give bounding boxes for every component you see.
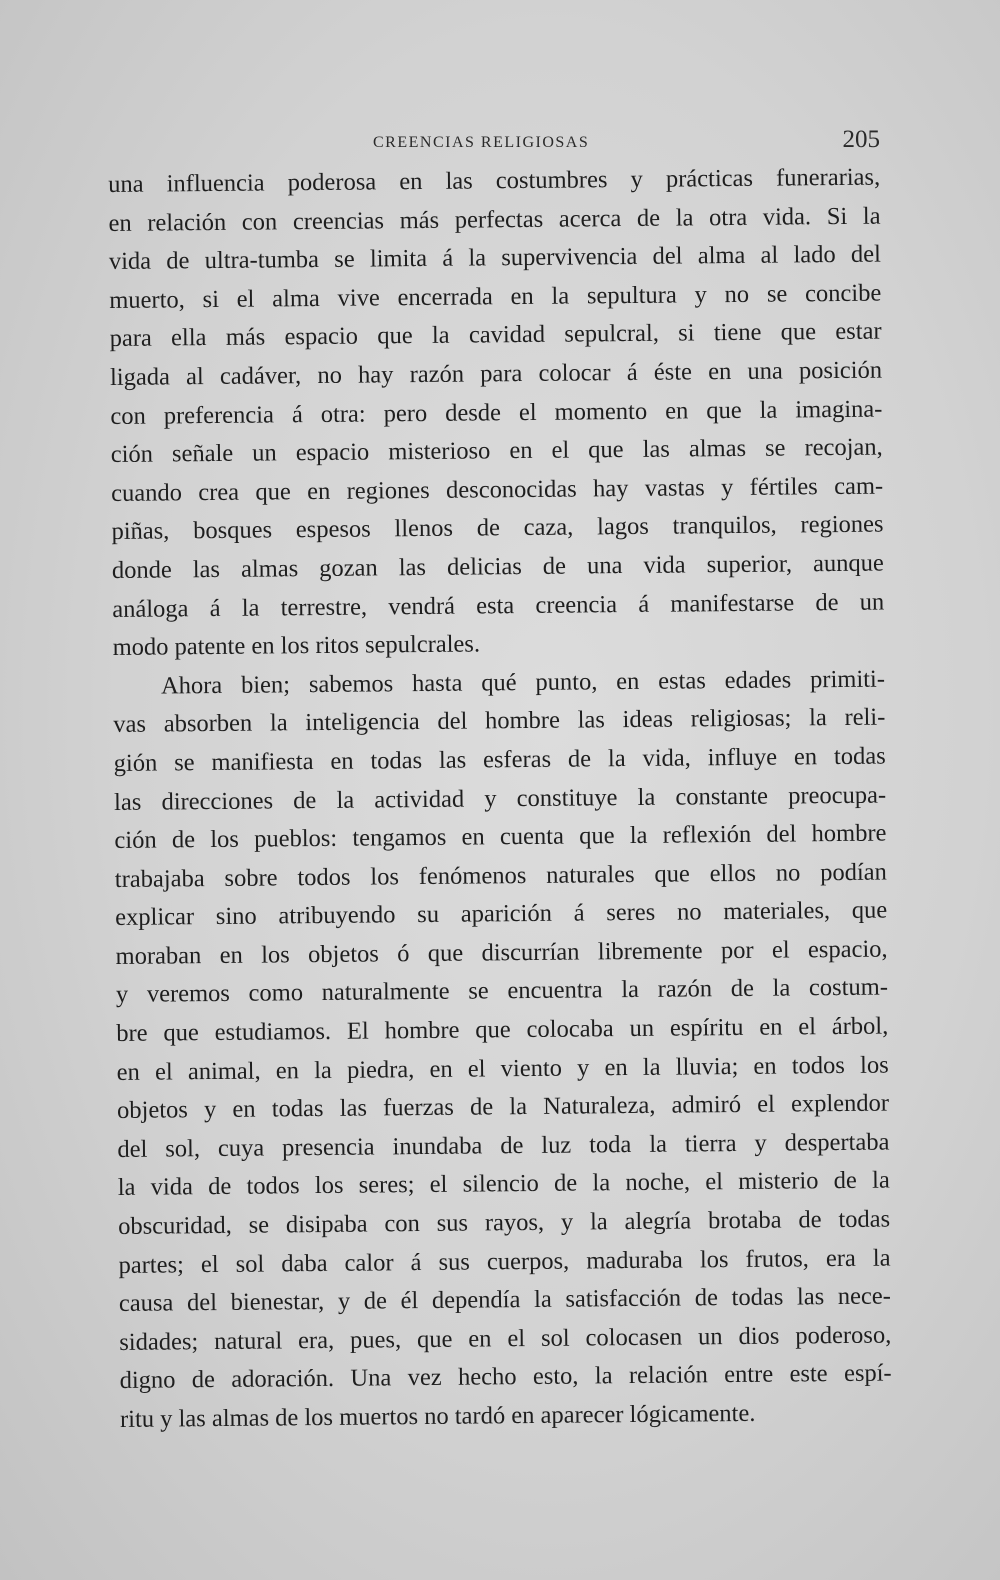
text-line: la vida de todos los seres; el silencio de la noche, el misterio de la	[117, 1166, 890, 1202]
text-line: con preferencia á otra: pero desde el momento en que la imagina-	[110, 395, 883, 430]
paragraph	[113, 660, 892, 1439]
text-line: para ella más espacio que la cavidad sepulcral, si tiene que estar	[109, 317, 882, 353]
text-line: gión se manifiesta en todas las esferas de la vida, influye en todas	[113, 742, 886, 777]
running-header	[110, 128, 880, 158]
text-line: una influencia poderosa en las costumbres y prácticas funerarias,	[108, 163, 881, 198]
text-line: causa del bienestar, y de él dependía la satisfacción de todas las nece-	[118, 1282, 892, 1318]
text-line: explicar sino atribuyendo su aparición á seres no materiales, que	[115, 896, 888, 932]
text-line: ligada al cadáver, no hay razón para colocar á éste en una posición	[109, 356, 883, 391]
text-line: piñas, bosques espesos llenos de caza, lagos tranquilos, regiones	[111, 510, 884, 546]
text-line: análoga á la terrestre, vendrá esta creencia á manifestarse de un	[112, 588, 885, 623]
text-line: obscuridad, se disipaba con sus rayos, y la alegría brotaba de todas	[118, 1205, 891, 1240]
text-line: modo patente en los ritos sepulcrales.	[112, 630, 481, 662]
text-line: y veremos como naturalmente se encuentra la razón de la costum-	[115, 974, 889, 1009]
text-line: ción señale un espacio misterioso en el que las almas se recojan,	[110, 433, 883, 469]
text-line: cuando crea que en regiones desconocidas hay vastas y fértiles cam-	[111, 472, 884, 507]
text-line: vida de ultra-tumba se limita á la supervivencia del alma al lado del	[108, 240, 882, 276]
text-line: digno de adoración. Una vez hecho esto, la relación entre este espí-	[119, 1359, 892, 1395]
body-text	[108, 159, 892, 1440]
paragraph	[108, 159, 885, 668]
text-line: vas absorben la inteligencia del hombre las ideas religiosas; la reli-	[113, 703, 886, 739]
text-line: sidades; natural era, pues, que en el sol colocasen un dios poderoso,	[119, 1321, 892, 1356]
running-title: CREENCIAS RELIGIOSAS	[373, 134, 590, 151]
text-line: trabajaba sobre todos los fenómenos naturales que ellos no podían	[114, 858, 887, 893]
text-line: donde las almas gozan las delicias de una vida superior, aunque	[111, 549, 884, 584]
text-line: las direcciones de la actividad y constituye la constante preocupa-	[113, 781, 887, 816]
page-number: 205	[842, 126, 880, 153]
text-line: ritu y las almas de los muertos no tardó en aparecer lógicamente.	[119, 1399, 756, 1433]
text-line: moraban en los objetos ó que discurrían libremente por el espacio,	[115, 935, 888, 970]
text-line: en el animal, en la piedra, en el viento y en la lluvia; en todos los	[116, 1051, 889, 1086]
text-line: objetos y en todas las fuerzas de la Naturaleza, admiró el explendor	[116, 1089, 890, 1125]
text-line: en relación con creencias más perfectas acerca de la otra vida. Si la	[108, 202, 881, 237]
text-line: muerto, si el alma vive encerrada en la sepultura y no se concibe	[109, 279, 882, 314]
text-line: ción de los pueblos: tengamos en cuenta que la reflexión del hombre	[114, 819, 887, 855]
text-line: del sol, cuya presencia inundaba de luz toda la tierra y despertaba	[117, 1128, 890, 1163]
text-line: Ahora bien; sabemos hasta qué punto, en estas edades primiti-	[160, 665, 886, 700]
text-line: bre que estudiamos. El hombre que colocaba un espíritu en el árbol,	[116, 1012, 889, 1048]
text-line: partes; el sol daba calor á sus cuerpos, maduraba los frutos, era la	[118, 1244, 891, 1279]
